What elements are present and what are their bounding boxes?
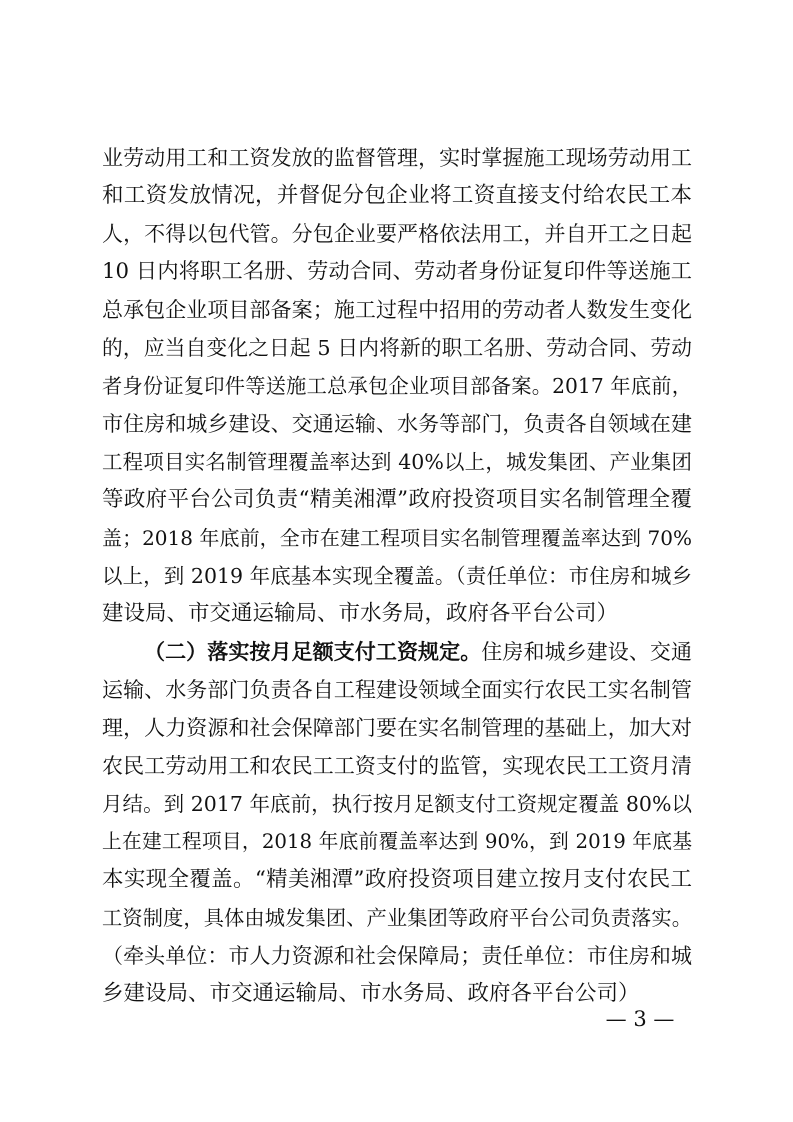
page-number: — 3 — bbox=[605, 1007, 675, 1031]
body-text-line: 业劳动用工和工资发放的监督管理，实时掌握施工现场劳动用工 bbox=[102, 146, 692, 170]
body-text-line: 建设局、市交通运输局、市水务局，政府各平台公司） bbox=[102, 601, 619, 626]
section-2-first-line-text: 住房和城乡建设、交通 bbox=[481, 640, 692, 664]
body-text-line: 理，人力资源和社会保障部门要在实名制管理的基础上，加大对 bbox=[102, 716, 692, 740]
section-2-heading: （二）落实按月足额支付工资规定。 bbox=[144, 639, 482, 664]
body-text-line: 乡建设局、市交通运输局、市水务局、政府各平台公司） bbox=[102, 981, 640, 1006]
body-text-line: 等政府平台公司负责“精美湘潭”政府投资项目实名制管理全覆 bbox=[102, 487, 692, 512]
body-text-line: 运输、水务部门负责各自工程建设领域全面实行农民工实名制管 bbox=[102, 678, 692, 702]
body-text-line: 总承包企业项目部备案；施工过程中招用的劳动者人数发生变化 bbox=[102, 298, 692, 322]
body-text-line: 上在建工程项目，2018 年底前覆盖率达到 90%，到 2019 年底基 bbox=[102, 830, 692, 853]
section-2-first-line bbox=[144, 633, 692, 671]
body-text-line: 10 日内将职工名册、劳动合同、劳动者身份证复印件等送施工 bbox=[102, 259, 692, 284]
body-text-line: 以上，到 2019 年底基本实现全覆盖。（责任单位：市住房和城乡 bbox=[102, 564, 692, 588]
body-text-line: 月结。到 2017 年底前，执行按月足额支付工资规定覆盖 80%以 bbox=[102, 792, 692, 816]
body-text-line: 农民工劳动用工和农民工工资支付的监管，实现农民工工资月清 bbox=[102, 754, 692, 778]
body-text-line: 人，不得以包代管。分包企业要严格依法用工，并自开工之日起 bbox=[102, 222, 692, 246]
body-text-line: （牵头单位：市人力资源和社会保障局；责任单位：市住房和城 bbox=[102, 944, 692, 968]
body-text-line: 市住房和城乡建设、交通运输、水务等部门，负责各自领域在建 bbox=[102, 412, 692, 436]
body-text-line: 工资制度，具体由城发集团、产业集团等政府平台公司负责落实。 bbox=[102, 906, 692, 930]
body-text-line: 和工资发放情况，并督促分包企业将工资直接支付给农民工本 bbox=[102, 183, 692, 208]
body-text-line: 盖；2018 年底前，全市在建工程项目实名制管理覆盖率达到 70% bbox=[102, 526, 692, 550]
body-text-line: 者身份证复印件等送施工总承包企业项目部备案。2017 年底前， bbox=[102, 374, 692, 398]
body-text-line: 本实现全覆盖。“精美湘潭”政府投资项目建立按月支付农民工 bbox=[102, 867, 692, 892]
body-text-line: 的，应当自变化之日起 5 日内将新的职工名册、劳动合同、劳动 bbox=[102, 336, 692, 360]
body-text-line: 工程项目实名制管理覆盖率达到 40%以上，城发集团、产业集团 bbox=[102, 450, 692, 474]
